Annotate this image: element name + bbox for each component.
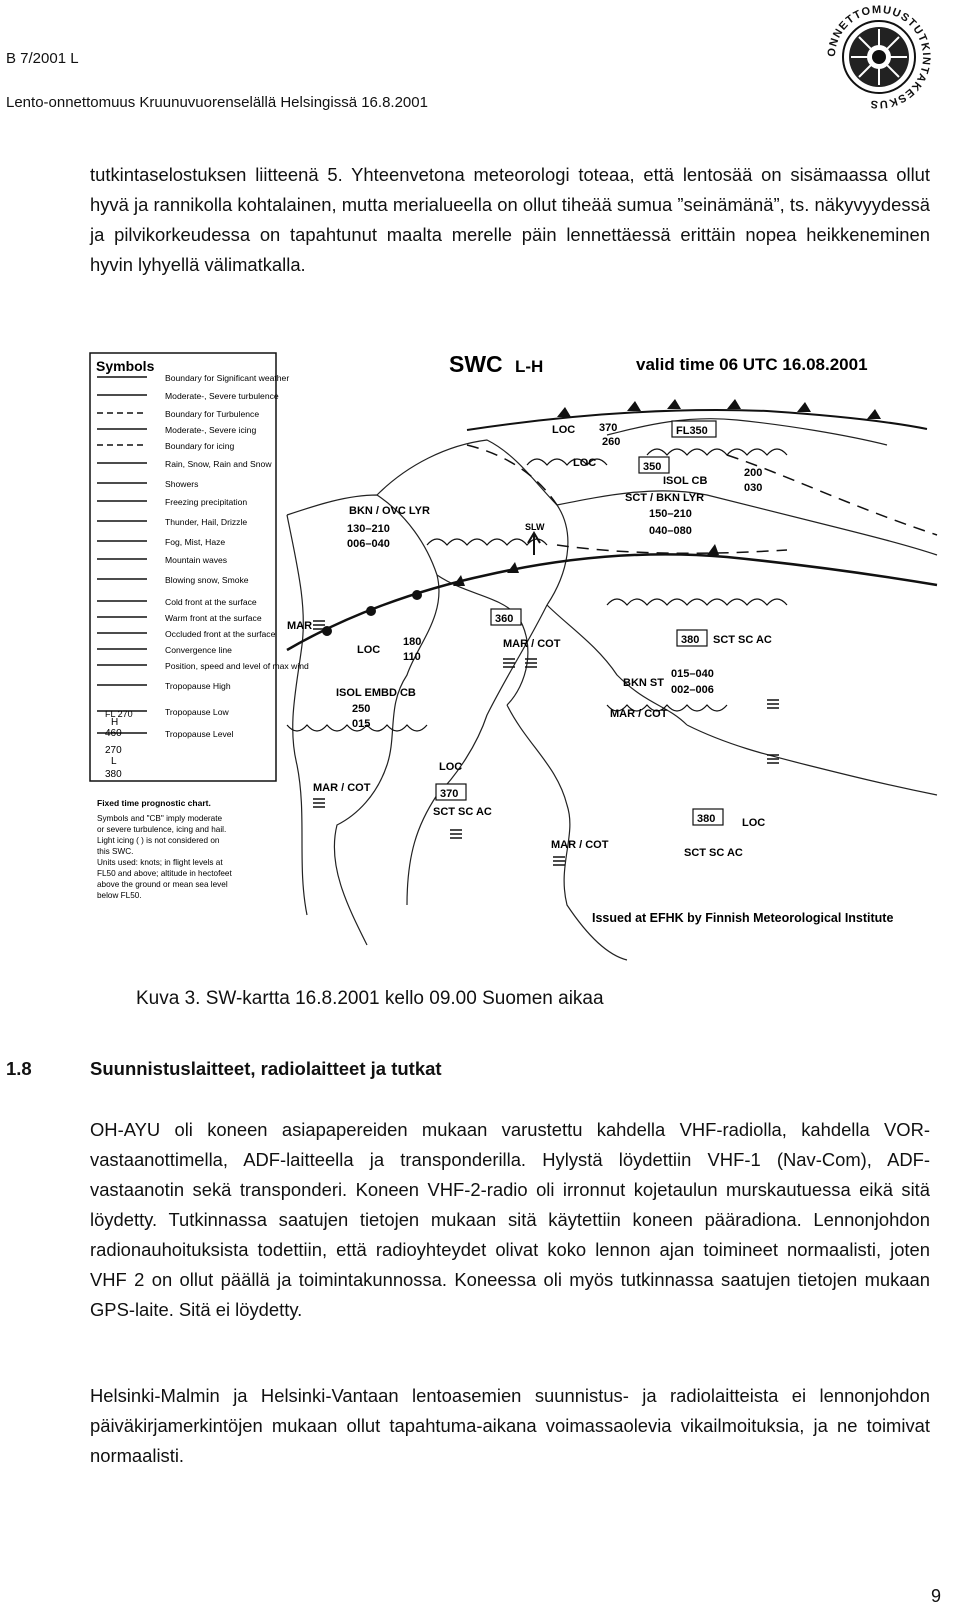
label-006-040: 006–040 <box>347 538 390 550</box>
legend-label-3: Moderate-, Severe icing <box>165 425 257 435</box>
label-mar-cot-2: MAR / COT <box>610 708 668 720</box>
swc-chart <box>87 345 939 965</box>
label-loc-5: LOC <box>742 817 766 829</box>
legend-label-12: Cold front at the surface <box>165 597 257 607</box>
report-title: Lento-onnettomuus Kruunuvuorenselällä Helsingissä 16.8.2001 <box>6 94 428 111</box>
legend-title: Symbols <box>96 358 155 374</box>
legend-label-0: Boundary for Significant weather <box>165 373 290 383</box>
chart-title-swc: SWC <box>449 351 503 377</box>
legend-fl: FL 270 <box>105 709 133 719</box>
legend-label-10: Mountain waves <box>165 555 228 565</box>
legend-label-5: Rain, Snow, Rain and Snow <box>165 459 272 469</box>
valid-time: valid time 06 UTC 16.08.2001 <box>636 355 868 374</box>
slw-arrow-icon <box>528 533 540 555</box>
label-mar-1: MAR <box>287 620 313 632</box>
legend-label-7: Freezing precipitation <box>165 497 248 507</box>
legend-level: 380 <box>105 769 122 780</box>
legend-label-16: Position, speed and level of max wind <box>165 661 309 671</box>
note-line-4: Units used: knots; in flight levels at <box>97 858 223 867</box>
label-380b: 380 <box>697 813 716 825</box>
note-line-5: FL50 and above; altitude in hectofeet <box>97 869 232 878</box>
issued-text: Issued at EFHK by Finnish Meteorological Institute <box>592 911 894 925</box>
label-150-210: 150–210 <box>649 508 692 520</box>
legend-label-8: Thunder, Hail, Drizzle <box>165 517 248 527</box>
report-id: B 7/2001 L <box>6 50 79 67</box>
label-loc-2: LOC <box>573 457 597 469</box>
label-180: 180 <box>403 636 422 648</box>
legend-label-1: Moderate-, Severe turbulence <box>165 391 279 401</box>
label-030: 030 <box>744 482 763 494</box>
note-line-0: Symbols and "CB" imply moderate <box>97 814 223 823</box>
legend-label-15: Convergence line <box>165 645 232 655</box>
lower-front <box>287 544 937 650</box>
paragraph-1: OH-AYU oli koneen asiapapereiden mukaan varustettu kahdella VHF-radiolla, kahdella VOR-vastaanottimella, ADF-laitteella ja transponderilla. Hylystä löydettiin VHF-1 (Nav-Com), ADF-vastaanotin sekä transponderi. Koneen VHF-2-radio oli irronnut kojetaulun murskautuessa eikä sitä löydetty. Tutkinnassa saatujen tietojen mukaan sitä käytettiin koneen pääradiona. Lennonjohdon radionauhoituksista todettiin, että radioyhteydet olivat koko lennon ajan toimineet normaalisti, joten VHF 2 on ollut päällä ja toimintakunnossa. Koneessa oli myös tutkinnassa saatujen tietojen mukaan GPS-laite. Sitä ei löydetty. <box>90 1119 930 1320</box>
legend-label-13: Warm front at the surface <box>165 613 262 623</box>
legend-l-letter: L <box>111 756 117 767</box>
swc-chart-figure <box>87 345 939 965</box>
note-line-6: above the ground or mean sea level <box>97 880 228 889</box>
label-bkn-st: BKN ST <box>623 677 664 689</box>
label-isol-embd: ISOL EMBD CB <box>336 687 416 699</box>
section-number: 1.8 <box>6 1058 32 1079</box>
logo-text: ONNETTOMUUSTUTKINTAKESKUS <box>826 4 932 110</box>
figure-caption: Kuva 3. SW-kartta 16.8.2001 kello 09.00 Suomen aikaa <box>136 988 604 1009</box>
label-fl350: FL350 <box>676 425 708 437</box>
label-mar-cot-3: MAR / COT <box>313 782 371 794</box>
label-380a: 380 <box>681 634 700 646</box>
note-line-2: Light icing ( ) is not considered on <box>97 836 220 845</box>
legend-h-letter: H <box>111 717 119 728</box>
label-sct-sc-ac-1: SCT SC AC <box>713 634 772 646</box>
legend-label-14: Occluded front at the surface <box>165 629 276 639</box>
legend-label-18: Tropopause Low <box>165 707 229 717</box>
label-isol-cb: ISOL CB <box>663 475 708 487</box>
legend-low: 270 <box>105 745 122 756</box>
label-040-080: 040–080 <box>649 525 692 537</box>
label-370b: 370 <box>440 788 459 800</box>
label-015: 015 <box>352 718 371 730</box>
legend-label-11: Blowing snow, Smoke <box>165 575 249 585</box>
note-line-3: this SWC. <box>97 847 134 856</box>
legend-label-19: Tropopause Level <box>165 729 234 739</box>
legend-high: 460 <box>105 728 122 739</box>
label-loc-3: LOC <box>357 644 381 656</box>
label-350: 350 <box>643 461 662 473</box>
legend-label-2: Boundary for Turbulence <box>165 409 260 419</box>
chart-title-level: L-H <box>515 357 544 376</box>
label-370: 370 <box>599 422 618 434</box>
note-line-7: below FL50. <box>97 891 142 900</box>
label-130-210: 130–210 <box>347 523 390 535</box>
paragraph-2: Helsinki-Malmin ja Helsinki-Vantaan lentoasemien suunnistus- ja radiolaitteista ei lennonjohdon päiväkirjamerkintöjen mukaan ollut tapahtuma-aikana voimassaolevia vikailmoituksia, ja ne toimivat normaalisti. <box>90 1385 930 1466</box>
label-mar-cot-1: MAR / COT <box>503 638 561 650</box>
notes-rows <box>97 814 232 900</box>
label-110: 110 <box>403 651 421 663</box>
label-loc-4: LOC <box>439 761 463 773</box>
label-sct-sc-ac-2: SCT SC AC <box>433 806 492 818</box>
fog-symbols <box>313 621 779 865</box>
page-number: 9 <box>931 1586 942 1606</box>
label-slw: SLW <box>525 522 545 532</box>
label-mar-cot-4: MAR / COT <box>551 839 609 851</box>
legend-label-4: Boundary for icing <box>165 441 235 451</box>
label-sct-bkn: SCT / BKN LYR <box>625 492 705 504</box>
label-360: 360 <box>495 613 514 625</box>
label-sct-sc-ac-3: SCT SC AC <box>684 847 743 859</box>
intro-paragraph: tutkintaselostuksen liitteenä 5. Yhteenvetona meteorologi toteaa, että lentosää on sisämaassa ollut hyvä ja rannikolla kohtalainen, mutta merialueella on ollut tiheää sumua ”seinämänä”, ts. näkyvyydessä ja pilvikorkeudessa on tapahtunut maalta merelle päin lennettäessä erittäin nopea heikkeneminen hyvin lyhyellä välimatkalla. <box>90 164 930 275</box>
institute-logo <box>826 4 932 110</box>
note-line-1: or severe turbulence, icing and hail. <box>97 825 227 834</box>
notes-title: Fixed time prognostic chart. <box>97 798 211 808</box>
label-015-040: 015–040 <box>671 668 714 680</box>
section-title: Suunnistuslaitteet, radiolaitteet ja tutkat <box>90 1058 442 1079</box>
legend-label-6: Showers <box>165 479 199 489</box>
legend-label-9: Fog, Mist, Haze <box>165 537 226 547</box>
label-250: 250 <box>352 703 371 715</box>
label-200: 200 <box>744 467 763 479</box>
legend-label-17: Tropopause High <box>165 681 231 691</box>
label-bkn-ovc: BKN / OVC LYR <box>349 505 430 517</box>
label-002-006: 002–006 <box>671 684 714 696</box>
label-loc-370: LOC <box>552 424 576 436</box>
label-260: 260 <box>602 436 621 448</box>
